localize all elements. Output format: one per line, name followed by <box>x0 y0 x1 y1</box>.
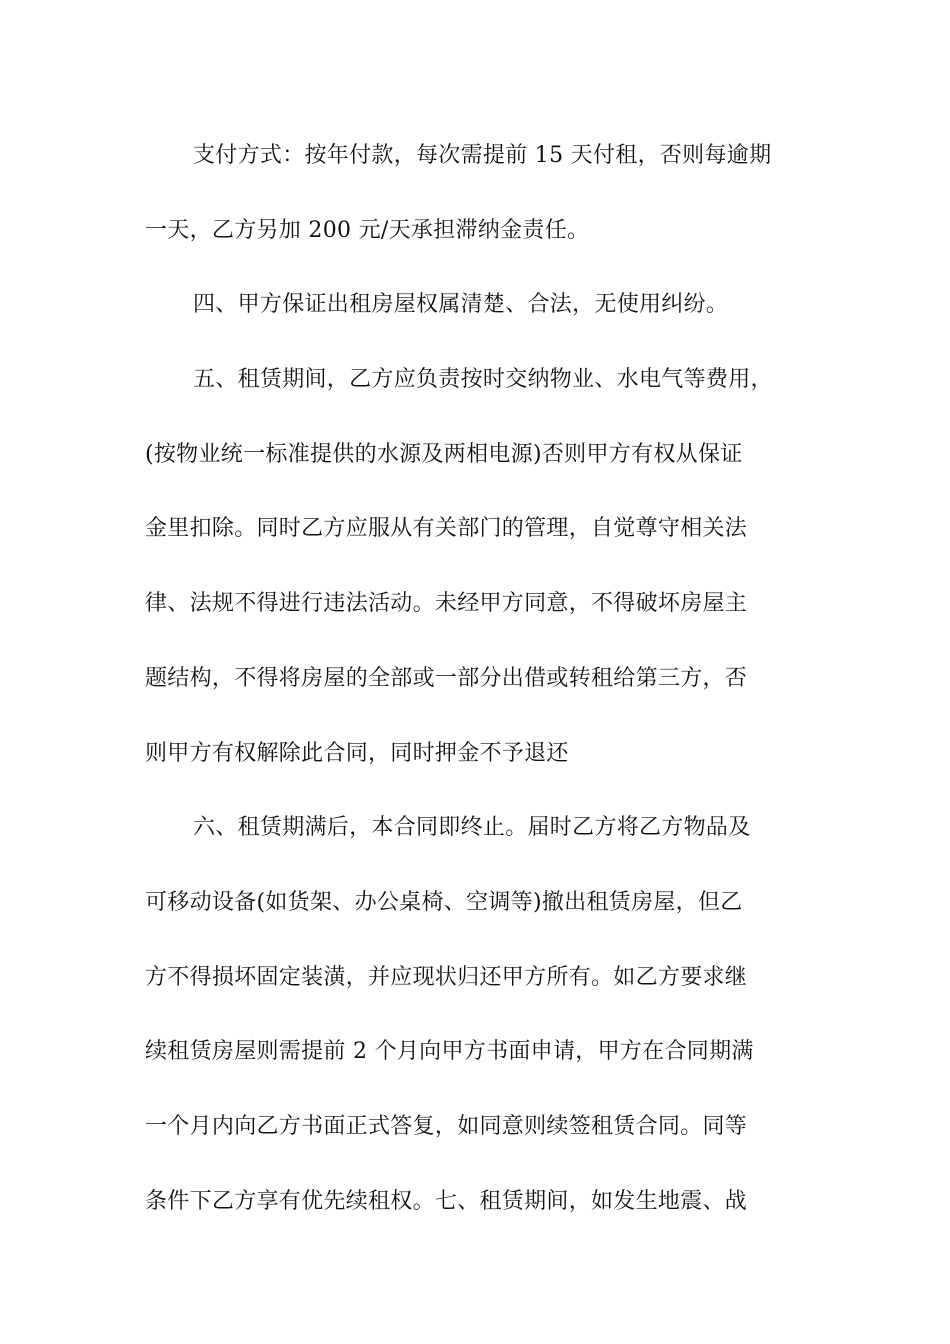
text-line: 律、法规不得进行违法活动。未经甲方同意，不得破坏房屋主 <box>145 591 748 617</box>
text-line: 支付方式：按年付款，每次需提前 15 天付租，否则每逾期 <box>193 143 772 168</box>
text-line: 续租赁房屋则需提前 2 个月向甲方书面申请，甲方在合同期满 <box>145 1039 754 1065</box>
text-line: 一个月内向乙方书面正式答复，如同意则续签租赁合同。同等 <box>145 1113 748 1139</box>
text-line: 四、甲方保证出租房屋权属清楚、合法，无使用纠纷。 <box>193 292 729 318</box>
text-line: (按物业统一标准提供的水源及两相电源)否则甲方有权从保证 <box>145 441 743 467</box>
text-line: 则甲方有权解除此合同，同时押金不予退还 <box>145 740 569 766</box>
text-line: 方不得损坏固定装潢，并应现状归还甲方所有。如乙方要求继 <box>145 964 748 990</box>
document-body <box>145 133 810 1253</box>
text-line: 条件下乙方享有优先续租权。七、租赁期间，如发生地震、战 <box>145 1188 748 1214</box>
text-line: 金里扣除。同时乙方应服从有关部门的管理，自觉尊守相关法 <box>145 516 748 542</box>
text-line: 一天，乙方另加 200 元/天承担滞纳金责任。 <box>145 217 590 243</box>
text-line: 五、租赁期间，乙方应负责按时交纳物业、水电气等费用， <box>193 367 773 393</box>
text-line: 可移动设备(如货架、办公桌椅、空调等)撤出租赁房屋，但乙 <box>145 889 743 915</box>
text-line: 六、租赁期满后，本合同即终止。届时乙方将乙方物品及 <box>193 815 751 841</box>
text-line: 题结构，不得将房屋的全部或一部分出借或转租给第三方，否 <box>145 665 748 691</box>
